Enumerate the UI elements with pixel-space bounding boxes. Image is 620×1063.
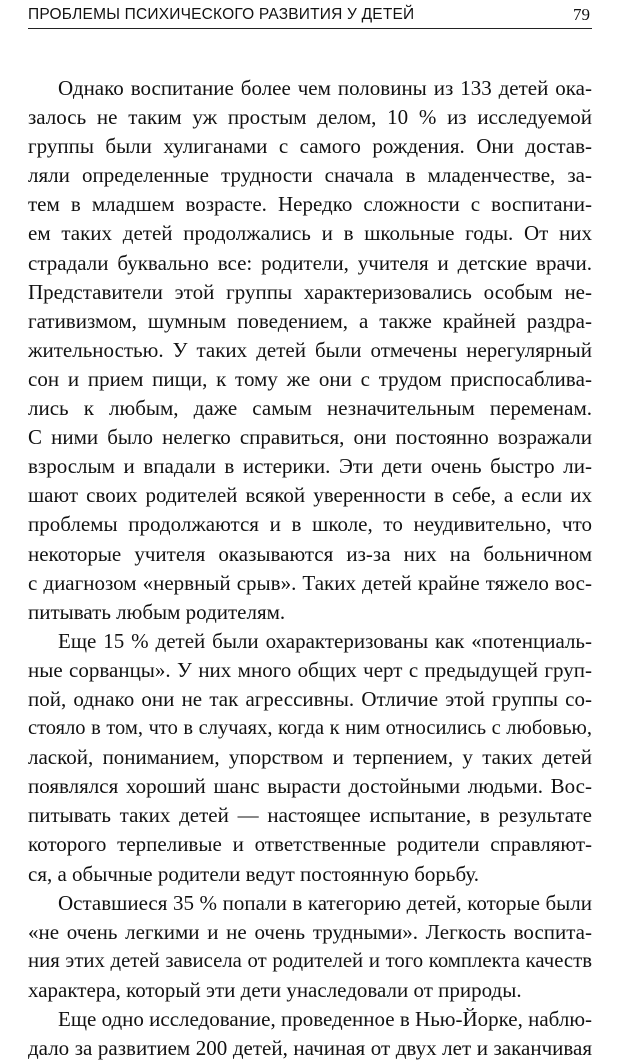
text-line: ные сорванцы». У них много общих черт с предыдущей груп- (28, 657, 592, 682)
page-number: 79 (573, 5, 590, 24)
text-line: взрослым и впадали в истерики. Эти дети очень быстро ли- (28, 454, 592, 479)
text-line: гативизмом, шумным поведением, а также крайней раздра- (28, 308, 592, 333)
text-line: лись к любым, даже самым незначительным переменам. (28, 396, 592, 421)
text-line: залось не таким уж простым делом, 10 % из исследуемой (28, 105, 592, 130)
text-line: дало за развитием 200 детей, начиная от двух лет и заканчивая (28, 1036, 592, 1061)
running-header (28, 4, 592, 29)
text-line: некоторые учителя оказываются из-за них на больничном (28, 541, 592, 566)
text-line: шают своих родителей всякой уверенности в себе, а если их (28, 483, 592, 508)
text-line: которого терпеливые и ответственные родители справляют- (28, 832, 592, 857)
text-line: пой, однако они не так агрессивны. Отличие этой группы со- (28, 686, 592, 711)
text-line: Однако воспитание более чем половины из 133 детей ока- (58, 76, 592, 100)
text-line: Еще одно исследование, проведенное в Нью-Йорке, наблю- (58, 1007, 593, 1031)
chapter-title: ПРОБЛЕМЫ ПСИХИЧЕСКОГО РАЗВИТИЯ У ДЕТЕЙ (28, 6, 415, 23)
text-line: Еще 15 % детей были охарактеризованы как «потенциаль- (58, 628, 592, 653)
text-line: С ними было нелегко справиться, они постоянно возражали (28, 425, 592, 450)
text-line: сон и прием пищи, к тому же они с трудом приспосабливa- (28, 366, 592, 391)
text-line: появлялся хороший шанс вырасти достойными людьми. Вос- (28, 774, 592, 799)
text-line: жительностью. У таких детей были отмечены нерегулярный (28, 337, 592, 362)
text-line: проблемы продолжаются и в школе, то неудивительно, что (28, 512, 592, 537)
text-line: Оставшиеся 35 % попали в категорию детей, которые были (58, 890, 592, 915)
text-line: с диагнозом «нервный срыв». Таких детей крайне тяжело вос- (28, 570, 592, 595)
text-line: ляли определенные трудности сначала в младенчестве, за- (28, 163, 592, 188)
text-line: стояло в том, что в случаях, когда к ним относились с любовью, (28, 717, 592, 740)
text-line: ем таких детей продолжались и в школьные годы. От них (28, 221, 592, 246)
text-line: тем в младшем возрасте. Нередко сложности с воспитани- (28, 192, 592, 217)
text-line: страдали буквально все: родители, учителя и детские врачи. (28, 250, 592, 275)
text-line: характера, который эти дети унаследовали от природы. (28, 977, 522, 1002)
text-line: ся, а обычные родители ведут постоянную борьбу. (28, 861, 480, 886)
body-text (28, 74, 592, 1063)
text-line: питывать любым родителям. (28, 599, 286, 624)
text-line: питывать таких детей — настоящее испытание, в результате (28, 803, 592, 828)
text-line: «не очень легкими и не очень трудными». Легкость воспита- (28, 919, 592, 944)
text-line: лаской, пониманием, упорством и терпением, у таких детей (28, 745, 592, 770)
text-line: группы были хулиганами с самого рождения. Они достав- (28, 134, 592, 159)
text-line: ния этих детей зависела от родителей и того комплекта качеств (28, 949, 592, 972)
text-line: Представители этой группы характеризовались особым не- (28, 279, 592, 304)
